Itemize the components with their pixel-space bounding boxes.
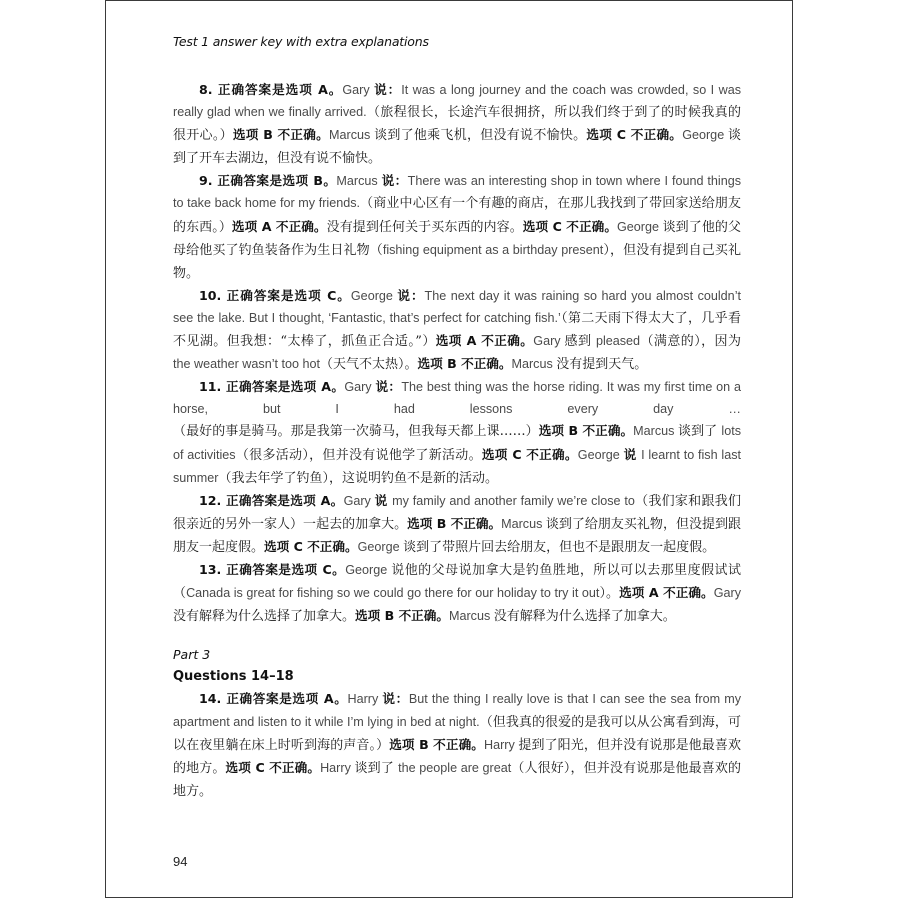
english-text: George — [345, 562, 392, 577]
chinese-text: 谈到了 — [354, 760, 399, 776]
answer-explanation — [173, 559, 741, 628]
answer-label: 选项 C 不正确。 — [586, 127, 683, 143]
english-text: But the thing I really love is that I can see the sea from my apartment and listen to it while I’m lying in bed at night. — [173, 692, 742, 729]
answer-label: 选项 B 不正确。 — [417, 356, 512, 372]
answer-label: 选项 B 不正确。 — [389, 736, 484, 752]
english-text: Harry — [483, 737, 519, 752]
chinese-text: （旅程很长，长途汽车很拥挤，所以我们终于到了的时候我真的很开心。） — [173, 105, 741, 144]
answer-label: 选项 C 不正确。 — [481, 446, 578, 462]
english-text: Gary — [343, 493, 375, 508]
answer-label: 说： — [375, 379, 402, 395]
chinese-text: 感到 — [564, 334, 596, 350]
english-text: my family and another family we’re close to — [392, 493, 635, 508]
english-text: pleased — [595, 334, 641, 349]
page-number: 94 — [173, 854, 188, 869]
english-text: There was an interesting shop in town where I found things to take back home for my friends. — [173, 174, 741, 211]
chinese-text: 没有提到天气。 — [556, 357, 648, 373]
english-text: Harry — [320, 760, 355, 775]
running-header: Test 1 answer key with extra explanations — [173, 34, 429, 49]
chinese-text: （满意的），因为 — [640, 334, 741, 350]
english-text: Marcus — [501, 516, 546, 531]
answer-label: 说： — [397, 287, 425, 303]
questions-heading: Questions 14–18 — [173, 669, 294, 685]
english-text: Marcus — [329, 128, 375, 143]
english-text: George — [577, 447, 624, 462]
english-text: Marcus — [511, 357, 557, 372]
answer-label: 说： — [381, 173, 408, 189]
answers-part-2 — [173, 79, 741, 628]
answer-label: 选项 A 不正确。 — [619, 585, 714, 601]
answer-label: 选项 B 不正确。 — [407, 515, 502, 531]
english-text: Gary — [533, 334, 565, 349]
chinese-text: 谈到了 — [678, 424, 722, 440]
english-text: Gary — [344, 380, 376, 395]
chinese-text: 没有解释为什么选择了加拿大。 — [493, 609, 676, 625]
part-heading: Part 3 — [173, 647, 211, 663]
english-text: Marcus — [336, 174, 382, 189]
answer-label: 选项 C 不正确。 — [522, 218, 617, 234]
answer-label: 说： — [374, 82, 402, 97]
answer-label: 选项 B 不正确。 — [232, 127, 329, 143]
chinese-text: （但我真的很爱的是我可以从公寓看到海，可以在夜里躺在床上时听到海的声音。） — [173, 714, 741, 753]
english-text: It was a long journey and the coach was crowded, so I was really glad when we finally arrived. — [173, 83, 742, 120]
answer-label: 选项 C 不正确。 — [225, 759, 321, 775]
chinese-text: 谈到了给朋友买礼物，但没提到跟朋友一起度假。 — [173, 516, 741, 555]
english-text: the people are great — [398, 760, 512, 775]
chinese-text: （我们家和跟我们很亲近的另外一家人）一起去的加拿大。 — [173, 493, 741, 532]
chinese-text: 谈到了带照片回去给朋友，但也不是跟朋友一起度假。 — [403, 539, 716, 555]
answer-label: 选项 B 不正确。 — [538, 423, 634, 439]
chinese-text: （商业中心区有一个有趣的商店，在那儿我找到了带回家送给朋友的东西。） — [173, 196, 741, 235]
answer-label: 选项 B 不正确。 — [355, 608, 449, 624]
chinese-text: ），但没有提到自己买礼物。 — [173, 242, 741, 281]
answer-label: 10. 正确答案是选项 C。 — [199, 287, 351, 303]
chinese-text: 没有解释为什么选择了加拿大。 — [173, 609, 356, 625]
english-text: George — [617, 219, 663, 234]
answer-label: 11. 正确答案是选项 A。 — [199, 379, 345, 395]
answer-explanation — [173, 170, 741, 284]
english-text: lots of activities — [173, 424, 741, 462]
book-page — [105, 0, 793, 898]
answer-label: 选项 A 不正确。 — [231, 218, 327, 234]
answer-explanation — [173, 79, 741, 170]
answer-explanation — [173, 285, 741, 376]
chinese-text: 谈到了开车去湖边，但没有说不愉快。 — [173, 128, 741, 167]
english-text: George — [350, 288, 398, 303]
english-text: Marcus — [448, 609, 494, 624]
chinese-text: 谈到了他乘飞机，但没有说不愉快。 — [374, 128, 587, 144]
chinese-text: 说他的父母说加拿大是钓鱼胜地，所以可以去那里度假试试（ — [173, 562, 741, 602]
chinese-text: （天气不太热）。 — [320, 357, 418, 373]
english-text: I learnt to fish last summer — [173, 447, 741, 485]
english-text: the weather wasn’t too hot — [173, 357, 321, 372]
chinese-text: （第二天雨下得太大了，几乎看不见湖。但我想：“太棒了，抓鱼正合适。”） — [173, 310, 741, 350]
answer-explanation — [173, 376, 741, 489]
answer-label: 选项 A 不正确。 — [435, 333, 534, 349]
answer-label: 说 — [374, 492, 393, 508]
answer-explanation — [173, 688, 741, 802]
english-text: Marcus — [633, 424, 678, 439]
answer-explanation — [173, 490, 741, 559]
english-text: fishing equipment as a birthday present — [382, 242, 604, 257]
english-text: George — [357, 539, 404, 554]
chinese-text: （很多活动），但并没有说他学了新活动。 — [235, 447, 482, 463]
english-text: Canada is great for fishing so we could go there for our holiday to try it out — [186, 586, 600, 601]
answer-label: 8. 正确答案是选项 A。 — [199, 82, 343, 97]
answer-label: 9. 正确答案是选项 B。 — [199, 173, 337, 189]
english-text: Gary — [713, 586, 742, 601]
chinese-text: （最好的事是骑马。那是我第一次骑马，但我每天都上课……） — [173, 424, 539, 440]
english-text: The next day it was raining so hard you almost couldn’t see the lake. But I thought, ‘Fantastic, that’s perfect for catching fish.’ — [173, 288, 741, 325]
page-body — [173, 79, 741, 803]
chinese-text: 没有提到任何关于买东西的内容。 — [326, 219, 523, 235]
english-text: George — [682, 128, 728, 143]
chinese-text: 谈到了他的父母给他买了钓鱼装备作为生日礼物（ — [173, 219, 741, 258]
english-text: The best thing was the horse riding. It was my first time on a horse, but I had lessons every day … — [173, 380, 742, 417]
answer-label: 14. 正确答案是选项 A。 — [199, 691, 348, 707]
english-text: Gary — [342, 83, 375, 97]
chinese-text: （我去年学了钓鱼），这说明钓鱼不是新的活动。 — [218, 470, 498, 486]
english-text: Harry — [347, 692, 383, 707]
chinese-text: 提到了阳光，但并没有说那是他最喜欢的地方。 — [173, 737, 741, 776]
answers-part-3 — [173, 688, 741, 802]
answer-label: 说 — [623, 446, 642, 462]
answer-label: 13. 正确答案是选项 C。 — [199, 561, 346, 577]
chinese-text: ）。 — [599, 586, 620, 602]
answer-label: 说： — [382, 691, 409, 707]
answer-label: 12. 正确答案是选项 A。 — [199, 492, 344, 508]
chinese-text: （人很好），但并没有说那是他最喜欢的地方。 — [173, 760, 741, 799]
answer-label: 选项 C 不正确。 — [264, 538, 358, 554]
